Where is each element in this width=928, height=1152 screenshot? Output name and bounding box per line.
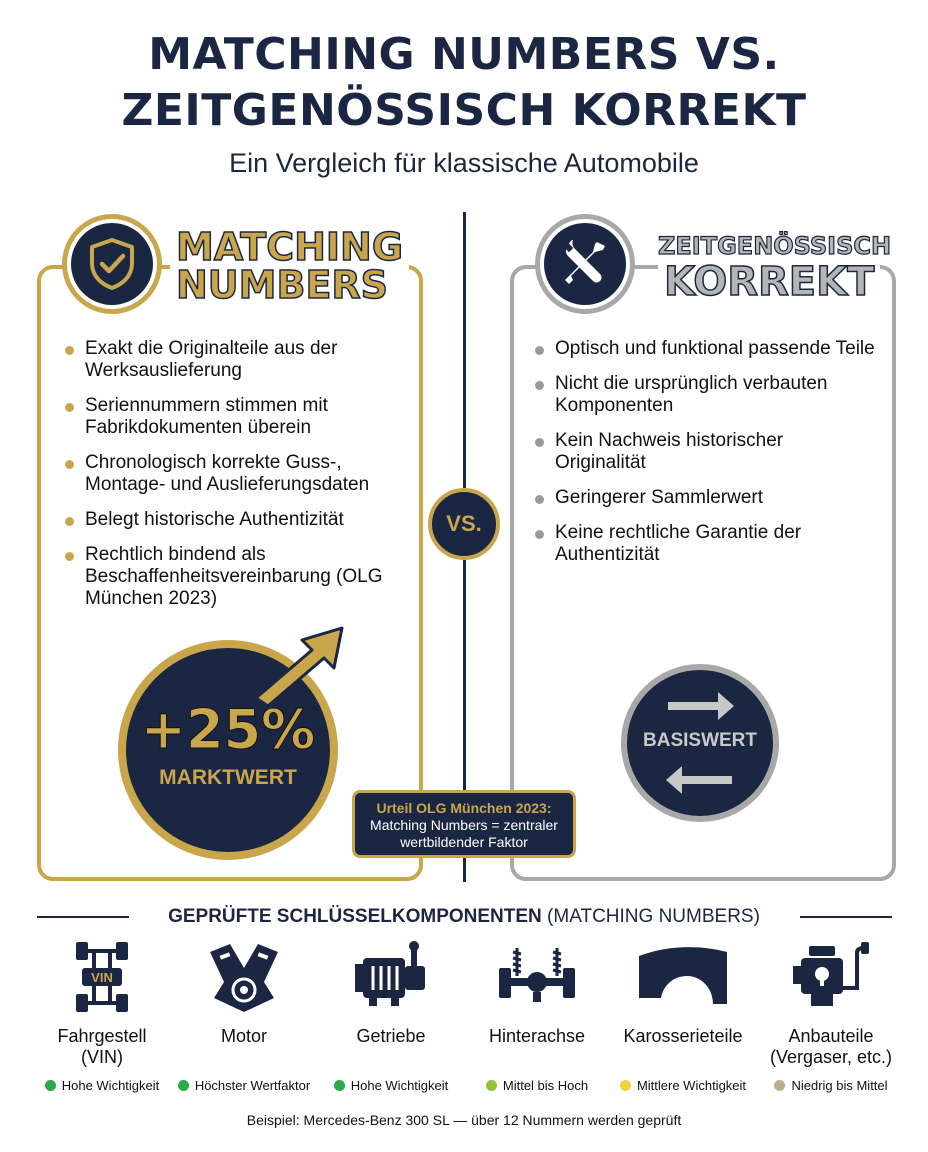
list-item: Kein Nachweis historischer Originalität <box>533 430 878 474</box>
component-name <box>462 1026 612 1068</box>
component-name-line-1: Motor <box>220 1026 267 1046</box>
status-dot <box>334 1080 345 1091</box>
component-name <box>27 1026 177 1068</box>
components-title <box>0 906 928 928</box>
status-text: Hohe Wichtigkeit <box>350 1078 449 1093</box>
component-fahrgestell <box>27 938 177 1093</box>
vin-label: VIN <box>91 970 113 985</box>
components-title-rest: (MATCHING NUMBERS) <box>541 906 760 927</box>
status-badge <box>27 1078 177 1093</box>
zeitgenoessisch-heading-line-1: ZEITGENÖSSISCH <box>652 234 897 258</box>
status-badge <box>756 1078 906 1093</box>
engine-icon <box>204 938 284 1016</box>
marktwert-label: MARKTWERT <box>159 766 297 789</box>
component-name-line-1: Hinterachse <box>488 1026 586 1046</box>
urteil-box <box>352 790 576 858</box>
status-text: Niedrig bis Mittel <box>791 1078 888 1093</box>
tools-badge <box>535 214 635 314</box>
status-dot <box>486 1080 497 1091</box>
list-item: Seriennummern stimmen mit Fabrikdokumenten überein <box>63 395 408 439</box>
component-name-line-1: Fahrgestell <box>57 1026 147 1046</box>
component-name-line-2: (Vergaser, etc.) <box>769 1047 893 1067</box>
component-name-line-1: Getriebe <box>356 1026 426 1046</box>
component-name <box>608 1026 758 1068</box>
component-name <box>169 1026 319 1068</box>
list-item: Belegt historische Authentizität <box>63 509 408 531</box>
list-item: Optisch und funktional passende Teile <box>533 338 878 360</box>
list-item: Keine rechtliche Garantie der Authentizität <box>533 522 878 566</box>
zeitgenoessisch-bullet-list <box>533 338 878 579</box>
component-anbauteile <box>756 938 906 1093</box>
component-name-line-2: (VIN) <box>81 1047 123 1067</box>
rear-axle-icon <box>495 938 579 1016</box>
chassis-vin-icon <box>72 938 132 1016</box>
marktwert-percent: +25% <box>140 698 316 761</box>
components-title-bold: GEPRÜFTE SCHLÜSSELKOMPONENTEN <box>168 906 542 927</box>
urteil-line-2: wertbildender Faktor <box>400 834 528 850</box>
status-badge <box>169 1078 319 1093</box>
status-badge <box>316 1078 466 1093</box>
component-name <box>756 1026 906 1068</box>
list-item: Geringerer Sammlerwert <box>533 487 878 509</box>
carburetor-icon <box>789 938 873 1016</box>
footer-note: Beispiel: Mercedes-Benz 300 SL — über 12 Nummern werden geprüft <box>246 1112 682 1128</box>
body-panel-icon <box>635 938 731 1016</box>
urteil-line-1: Matching Numbers = zentraler <box>370 817 558 833</box>
status-dot <box>178 1080 189 1091</box>
subtitle: Ein Vergleich für klassische Automobile <box>229 148 699 178</box>
component-name-line-1: Karosserieteile <box>623 1026 743 1046</box>
gearbox-icon <box>349 938 433 1016</box>
status-badge <box>608 1078 758 1093</box>
component-name <box>316 1026 466 1068</box>
basiswert-label: BASISWERT <box>643 730 757 751</box>
list-item: Chronologisch korrekte Guss-, Montage- und Auslieferungsdaten <box>63 452 408 496</box>
matching-bullet-list <box>63 338 408 623</box>
status-text: Höchster Wertfaktor <box>194 1078 311 1093</box>
matching-heading-line-2: NUMBERS <box>176 263 389 307</box>
status-text: Mittlere Wichtigkeit <box>636 1078 747 1093</box>
title-line-2: ZEITGENÖSSISCH KORREKT <box>121 85 807 136</box>
component-motor <box>169 938 319 1093</box>
urteil-title: Urteil OLG München 2023: <box>376 800 552 816</box>
matching-heading-line-1: MATCHING <box>176 225 404 269</box>
list-item: Exakt die Originalteile aus der Werksauslieferung <box>63 338 408 382</box>
matching-heading <box>170 225 409 307</box>
vs-badge: VS. <box>428 488 500 560</box>
title-line-1: MATCHING NUMBERS VS. <box>148 29 780 80</box>
status-dot <box>620 1080 631 1091</box>
shield-badge <box>62 214 162 314</box>
trend-arrow-icon <box>250 620 350 710</box>
component-name-line-1: Anbauteile <box>788 1026 874 1046</box>
status-badge <box>462 1078 612 1093</box>
status-dot <box>774 1080 785 1091</box>
component-karosserieteile <box>608 938 758 1093</box>
shield-check-icon <box>87 237 137 291</box>
component-getriebe <box>316 938 466 1093</box>
list-item: Nicht die ursprünglich verbauten Komponenten <box>533 373 878 417</box>
wrench-screwdriver-icon <box>557 236 613 292</box>
list-item: Rechtlich bindend als Beschaffenheitsvereinbarung (OLG München 2023) <box>63 544 408 610</box>
status-text: Mittel bis Hoch <box>502 1078 589 1093</box>
status-dot <box>45 1080 56 1091</box>
zeitgenoessisch-heading-line-2: KORREKT <box>658 262 880 302</box>
component-hinterachse <box>462 938 612 1093</box>
status-text: Hohe Wichtigkeit <box>61 1078 160 1093</box>
